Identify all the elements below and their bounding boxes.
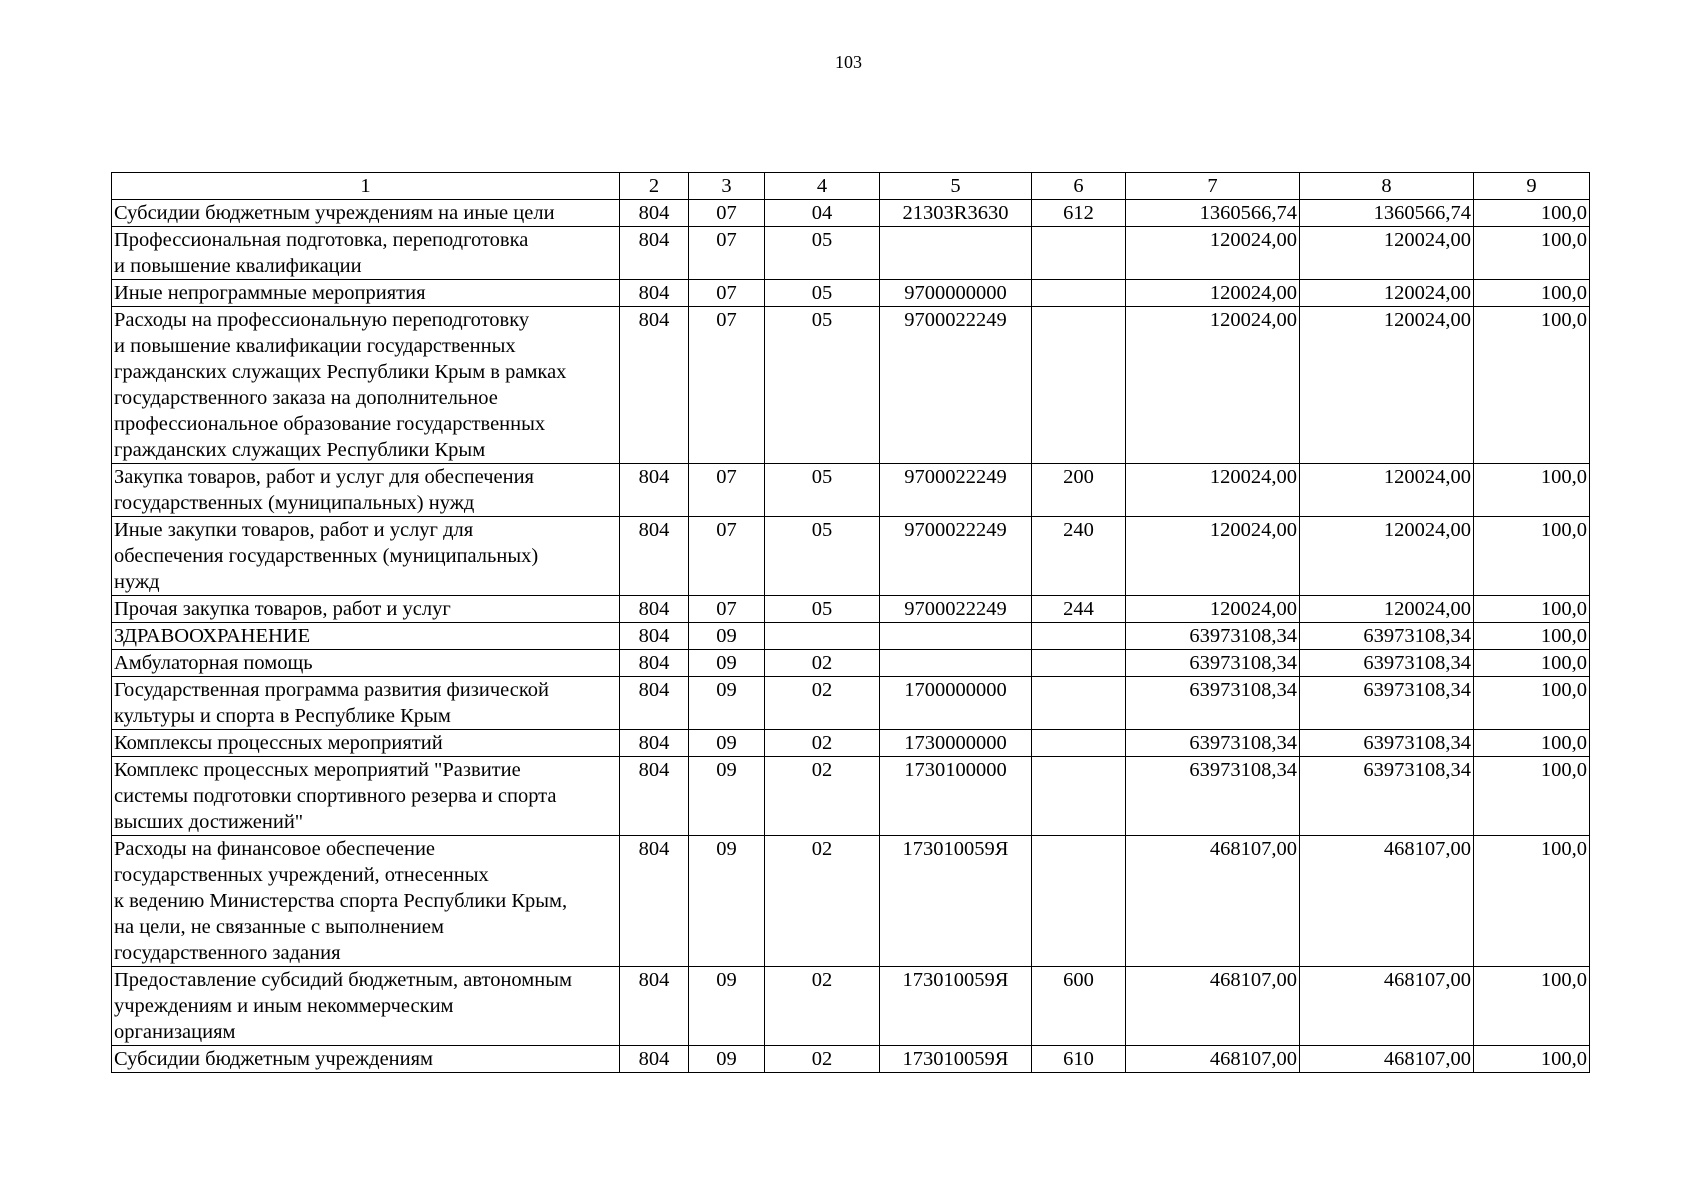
row-code-subsection: 05: [765, 227, 880, 280]
header-col-5: 5: [880, 173, 1032, 200]
row-code-section: 09: [689, 836, 765, 967]
row-name: Иные закупки товаров, работ и услуг для обеспечения государственных (муниципальных) нужд: [112, 517, 620, 596]
row-code-target: 9700000000: [880, 280, 1032, 307]
row-code-admin: 804: [620, 677, 689, 730]
row-amount-plan: 63973108,34: [1126, 677, 1300, 730]
row-code-expense: [1032, 757, 1126, 836]
row-amount-plan: 468107,00: [1126, 1046, 1300, 1073]
row-amount-actual: 120024,00: [1300, 227, 1474, 280]
row-code-section: 09: [689, 757, 765, 836]
row-percent: 100,0: [1474, 650, 1590, 677]
row-amount-plan: 468107,00: [1126, 967, 1300, 1046]
row-code-target: 9700022249: [880, 517, 1032, 596]
row-code-section: 09: [689, 730, 765, 757]
row-amount-plan: 120024,00: [1126, 227, 1300, 280]
row-code-subsection: 02: [765, 836, 880, 967]
row-name: Предоставление субсидий бюджетным, автономным учреждениям и иным некоммерческим организациям: [112, 967, 620, 1046]
row-code-expense: 200: [1032, 464, 1126, 517]
table-row: [112, 517, 1590, 596]
row-code-admin: 804: [620, 280, 689, 307]
row-code-expense: [1032, 227, 1126, 280]
row-percent: 100,0: [1474, 280, 1590, 307]
table-row: [112, 677, 1590, 730]
row-percent: 100,0: [1474, 623, 1590, 650]
row-code-subsection: 05: [765, 307, 880, 464]
row-amount-plan: 1360566,74: [1126, 200, 1300, 227]
row-code-section: 07: [689, 280, 765, 307]
table-row: [112, 464, 1590, 517]
row-code-subsection: 02: [765, 1046, 880, 1073]
row-code-target: 9700022249: [880, 464, 1032, 517]
row-code-subsection: 04: [765, 200, 880, 227]
row-amount-actual: 120024,00: [1300, 280, 1474, 307]
row-code-admin: 804: [620, 836, 689, 967]
header-col-9: 9: [1474, 173, 1590, 200]
row-amount-actual: 120024,00: [1300, 307, 1474, 464]
row-name: ЗДРАВООХРАНЕНИЕ: [112, 623, 620, 650]
row-amount-actual: 120024,00: [1300, 596, 1474, 623]
row-name: Прочая закупка товаров, работ и услуг: [112, 596, 620, 623]
table-row: [112, 967, 1590, 1046]
row-code-expense: [1032, 677, 1126, 730]
row-code-subsection: 02: [765, 967, 880, 1046]
row-code-section: 09: [689, 650, 765, 677]
table-row: [112, 200, 1590, 227]
row-code-target: 21303R3630: [880, 200, 1032, 227]
table-row: [112, 280, 1590, 307]
row-amount-actual: 468107,00: [1300, 967, 1474, 1046]
row-amount-plan: 468107,00: [1126, 836, 1300, 967]
table-row: [112, 757, 1590, 836]
row-code-target: 173010059Я: [880, 967, 1032, 1046]
row-name: Комплексы процессных мероприятий: [112, 730, 620, 757]
row-percent: 100,0: [1474, 967, 1590, 1046]
row-percent: 100,0: [1474, 730, 1590, 757]
header-col-7: 7: [1126, 173, 1300, 200]
row-code-target: 173010059Я: [880, 836, 1032, 967]
row-amount-actual: 468107,00: [1300, 836, 1474, 967]
row-code-expense: 240: [1032, 517, 1126, 596]
row-code-section: 09: [689, 677, 765, 730]
row-code-admin: 804: [620, 517, 689, 596]
row-amount-actual: 120024,00: [1300, 517, 1474, 596]
row-amount-plan: 120024,00: [1126, 464, 1300, 517]
row-code-subsection: 05: [765, 280, 880, 307]
table-row: [112, 623, 1590, 650]
row-percent: 100,0: [1474, 464, 1590, 517]
row-code-target: [880, 650, 1032, 677]
row-code-target: 9700022249: [880, 307, 1032, 464]
row-code-target: [880, 623, 1032, 650]
row-amount-plan: 63973108,34: [1126, 757, 1300, 836]
row-percent: 100,0: [1474, 757, 1590, 836]
table-row: [112, 1046, 1590, 1073]
row-name: Иные непрограммные мероприятия: [112, 280, 620, 307]
row-code-section: 07: [689, 464, 765, 517]
row-code-admin: 804: [620, 227, 689, 280]
budget-table: [111, 172, 1590, 1073]
row-name: Закупка товаров, работ и услуг для обеспечения государственных (муниципальных) нужд: [112, 464, 620, 517]
row-code-target: 1700000000: [880, 677, 1032, 730]
row-amount-actual: 468107,00: [1300, 1046, 1474, 1073]
row-amount-actual: 63973108,34: [1300, 623, 1474, 650]
row-code-target: 1730000000: [880, 730, 1032, 757]
row-name: Субсидии бюджетным учреждениям: [112, 1046, 620, 1073]
row-code-subsection: [765, 623, 880, 650]
row-percent: 100,0: [1474, 517, 1590, 596]
row-code-subsection: 05: [765, 596, 880, 623]
row-code-expense: 610: [1032, 1046, 1126, 1073]
row-code-target: 1730100000: [880, 757, 1032, 836]
row-code-admin: 804: [620, 757, 689, 836]
row-code-subsection: 02: [765, 757, 880, 836]
row-code-admin: 804: [620, 464, 689, 517]
row-code-section: 07: [689, 596, 765, 623]
row-amount-plan: 63973108,34: [1126, 623, 1300, 650]
row-name: Профессиональная подготовка, переподготовка и повышение квалификации: [112, 227, 620, 280]
row-amount-actual: 120024,00: [1300, 464, 1474, 517]
row-name: Расходы на профессиональную переподготовку и повышение квалификации государственных гражданских служащих Республики Крым в рамках государственного заказа на дополнительное профессиональное образование государственных гражданских служащих Республики Крым: [112, 307, 620, 464]
table-header-row: [112, 173, 1590, 200]
table-row: [112, 227, 1590, 280]
row-code-expense: 612: [1032, 200, 1126, 227]
header-col-3: 3: [689, 173, 765, 200]
row-amount-plan: 120024,00: [1126, 307, 1300, 464]
row-code-subsection: 05: [765, 517, 880, 596]
table-row: [112, 307, 1590, 464]
row-code-expense: [1032, 623, 1126, 650]
row-amount-plan: 120024,00: [1126, 596, 1300, 623]
row-code-section: 09: [689, 623, 765, 650]
header-col-8: 8: [1300, 173, 1474, 200]
row-code-admin: 804: [620, 200, 689, 227]
row-code-expense: [1032, 307, 1126, 464]
row-code-target: 173010059Я: [880, 1046, 1032, 1073]
row-code-section: 07: [689, 307, 765, 464]
row-code-expense: 600: [1032, 967, 1126, 1046]
row-percent: 100,0: [1474, 307, 1590, 464]
row-code-section: 07: [689, 517, 765, 596]
header-col-1: 1: [112, 173, 620, 200]
row-code-admin: 804: [620, 623, 689, 650]
row-amount-actual: 1360566,74: [1300, 200, 1474, 227]
row-code-target: 9700022249: [880, 596, 1032, 623]
row-code-subsection: 02: [765, 730, 880, 757]
row-name: Субсидии бюджетным учреждениям на иные цели: [112, 200, 620, 227]
row-percent: 100,0: [1474, 836, 1590, 967]
row-percent: 100,0: [1474, 227, 1590, 280]
row-amount-plan: 63973108,34: [1126, 650, 1300, 677]
row-code-admin: 804: [620, 307, 689, 464]
row-percent: 100,0: [1474, 200, 1590, 227]
header-col-2: 2: [620, 173, 689, 200]
row-code-admin: 804: [620, 967, 689, 1046]
page-number: 103: [835, 52, 862, 72]
table-body: [112, 200, 1590, 1073]
table-row: [112, 836, 1590, 967]
row-name: Расходы на финансовое обеспечение государственных учреждений, отнесенных к ведению Министерства спорта Республики Крым, на цели, не связанные с выполнением государственного задания: [112, 836, 620, 967]
row-code-section: 07: [689, 227, 765, 280]
table-row: [112, 730, 1590, 757]
row-amount-actual: 63973108,34: [1300, 677, 1474, 730]
row-code-subsection: 02: [765, 677, 880, 730]
row-code-subsection: 05: [765, 464, 880, 517]
row-amount-plan: 120024,00: [1126, 280, 1300, 307]
row-code-admin: 804: [620, 730, 689, 757]
row-code-admin: 804: [620, 596, 689, 623]
header-col-6: 6: [1032, 173, 1126, 200]
row-percent: 100,0: [1474, 596, 1590, 623]
row-code-section: 07: [689, 200, 765, 227]
row-percent: 100,0: [1474, 677, 1590, 730]
row-name: Государственная программа развития физической культуры и спорта в Республике Крым: [112, 677, 620, 730]
row-amount-actual: 63973108,34: [1300, 757, 1474, 836]
row-amount-plan: 120024,00: [1126, 517, 1300, 596]
row-code-section: 09: [689, 967, 765, 1046]
row-code-admin: 804: [620, 1046, 689, 1073]
row-code-target: [880, 227, 1032, 280]
row-code-expense: [1032, 650, 1126, 677]
row-code-expense: 244: [1032, 596, 1126, 623]
row-amount-plan: 63973108,34: [1126, 730, 1300, 757]
row-amount-actual: 63973108,34: [1300, 650, 1474, 677]
row-code-expense: [1032, 730, 1126, 757]
header-col-4: 4: [765, 173, 880, 200]
table-row: [112, 650, 1590, 677]
row-amount-actual: 63973108,34: [1300, 730, 1474, 757]
row-code-subsection: 02: [765, 650, 880, 677]
row-code-section: 09: [689, 1046, 765, 1073]
row-percent: 100,0: [1474, 1046, 1590, 1073]
row-name: Комплекс процессных мероприятий "Развитие системы подготовки спортивного резерва и спорта высших достижений": [112, 757, 620, 836]
row-name: Амбулаторная помощь: [112, 650, 620, 677]
row-code-expense: [1032, 836, 1126, 967]
row-code-expense: [1032, 280, 1126, 307]
table-row: [112, 596, 1590, 623]
row-code-admin: 804: [620, 650, 689, 677]
